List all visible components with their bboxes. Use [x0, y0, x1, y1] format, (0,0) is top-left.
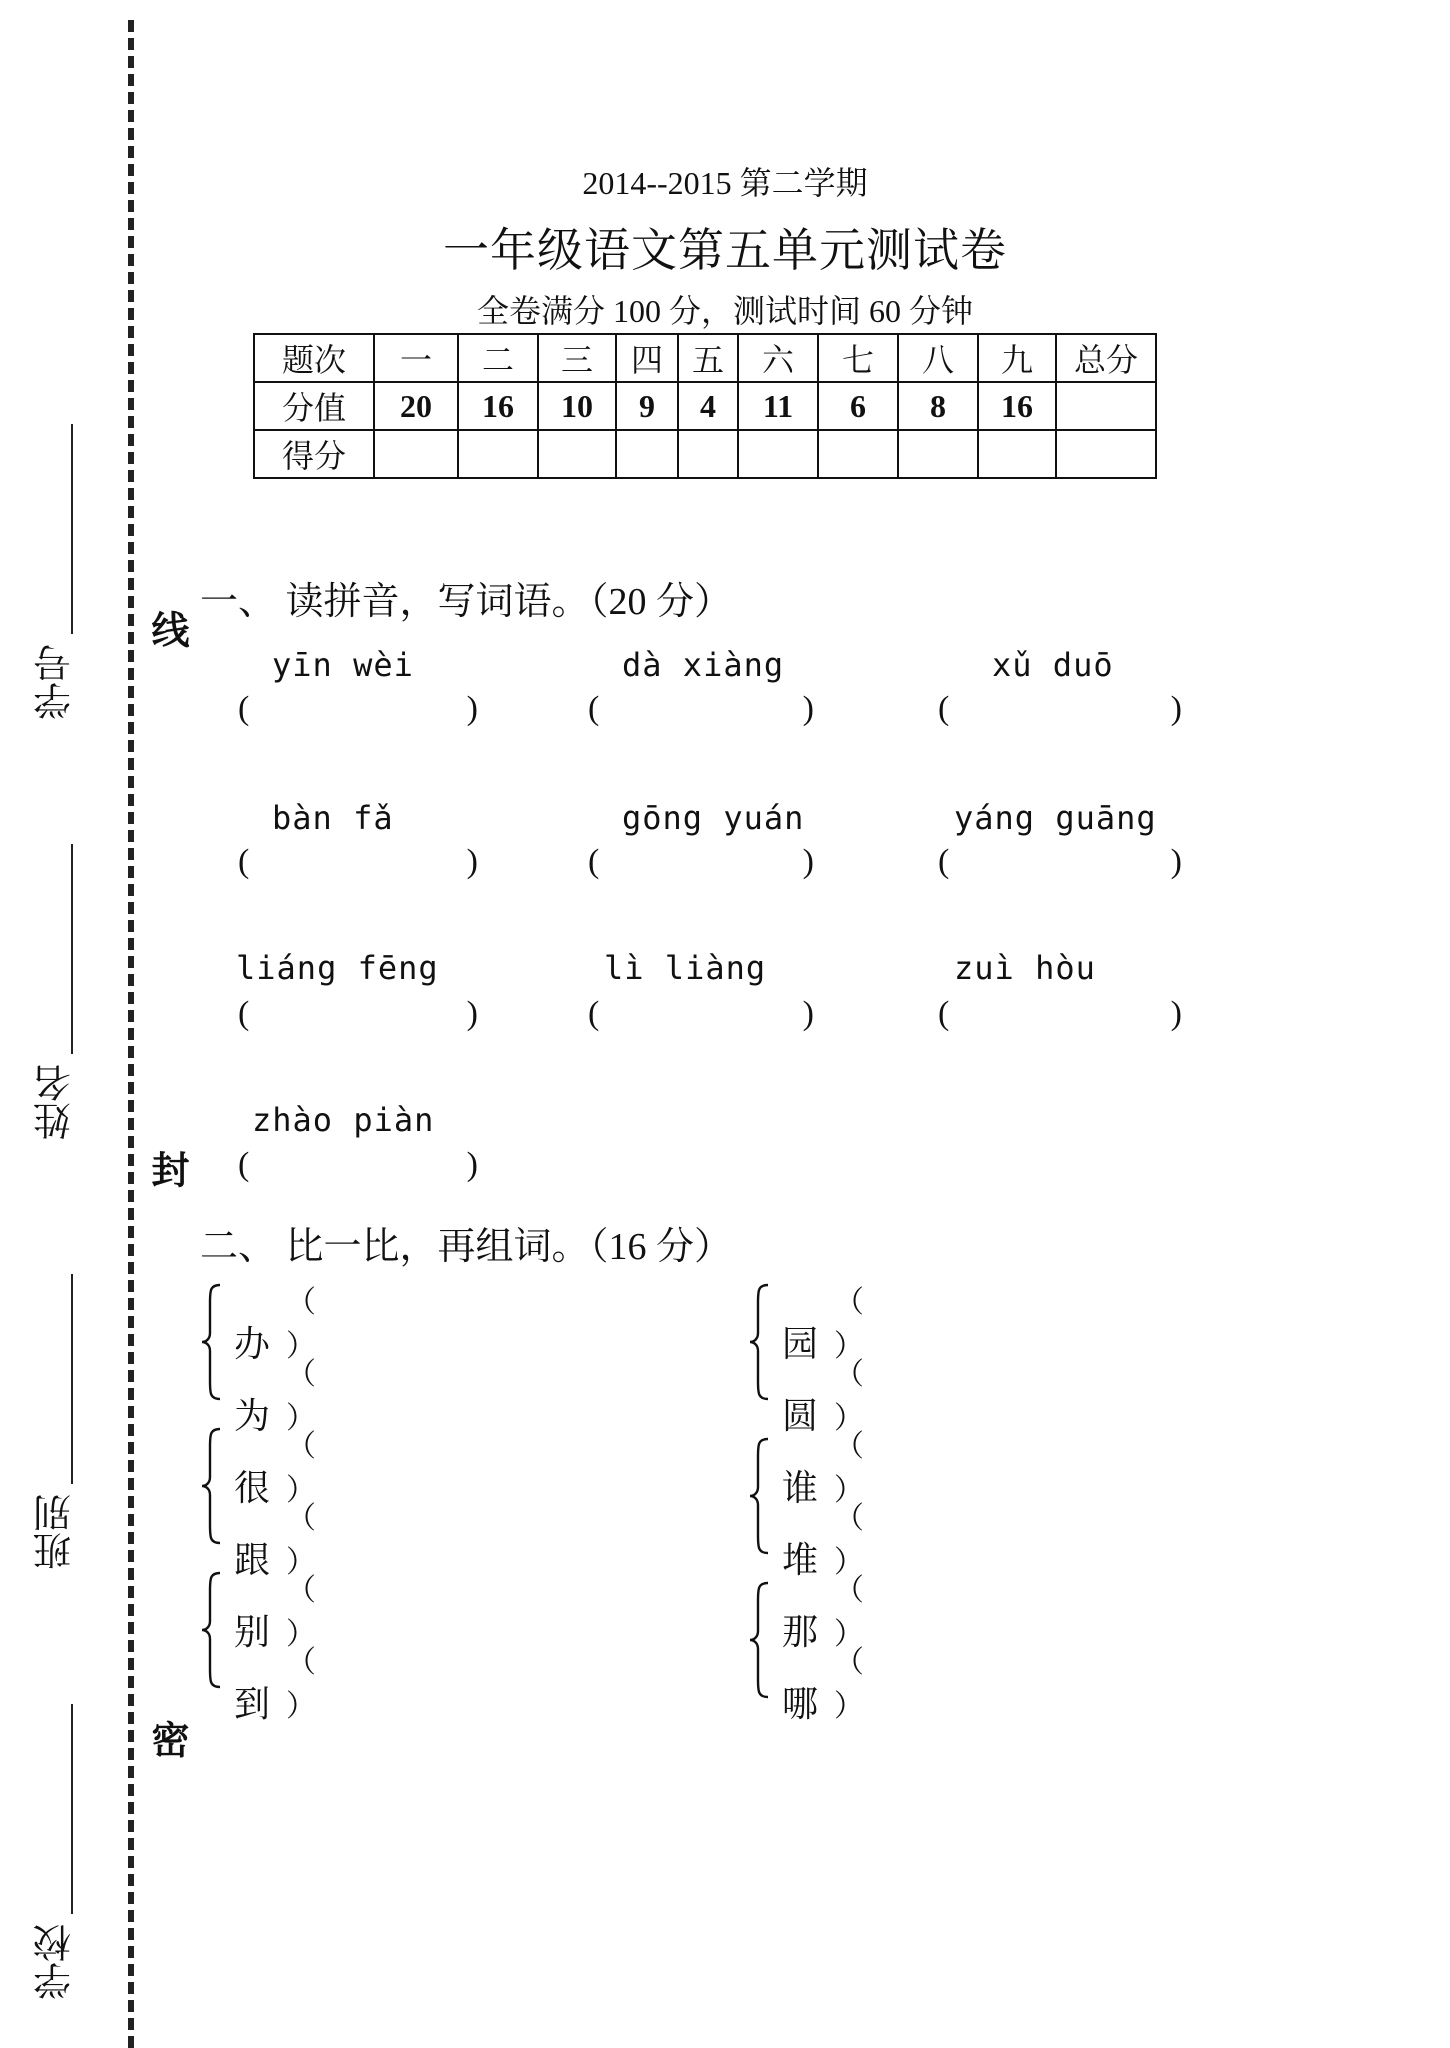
table-row-points — [254, 382, 1156, 430]
paren-close: ） — [286, 1401, 316, 1436]
compare-char: 很 — [234, 1468, 271, 1509]
compare-group — [748, 1429, 1048, 1581]
compare-char: 那 — [782, 1612, 819, 1653]
paren-close: ) — [1170, 843, 1182, 880]
paren-open: ( — [238, 690, 250, 727]
column-header: 九 — [978, 334, 1056, 382]
student-name-label: 姓名 — [33, 1064, 78, 1140]
column-header: 四 — [616, 334, 678, 382]
points-cell: 6 — [818, 382, 898, 430]
points-cell: 8 — [898, 382, 978, 430]
paren-open: ( — [938, 995, 950, 1032]
paren-open: ( — [238, 995, 250, 1032]
paren-open: （ — [834, 1429, 864, 1464]
score-cell[interactable] — [374, 430, 458, 478]
pinyin-item: gōng yuán — [622, 799, 805, 837]
answer-blank[interactable] — [588, 995, 814, 1033]
class-blank[interactable] — [37, 1274, 73, 1484]
class-field — [10, 1190, 100, 1570]
left-brace-icon — [748, 1283, 770, 1401]
points-cell: 20 — [374, 382, 458, 430]
paren-open: ( — [938, 690, 950, 727]
binding-mark-secret: 密 — [145, 1720, 189, 1758]
answer-blank[interactable] — [938, 690, 1182, 728]
binding-mark-line: 线 — [145, 610, 189, 648]
points-cell: 9 — [616, 382, 678, 430]
answer-blank[interactable] — [588, 843, 814, 881]
paren-open: （ — [286, 1501, 316, 1536]
left-brace-icon — [748, 1437, 770, 1555]
pinyin-item: xǔ duō — [992, 646, 1114, 684]
left-brace-icon — [200, 1427, 222, 1545]
pinyin-item: yáng guāng — [954, 799, 1157, 837]
pinyin-item: lì liàng — [604, 949, 767, 987]
paren-close: ) — [1170, 690, 1182, 727]
paren-open: （ — [286, 1573, 316, 1608]
paren-open: （ — [834, 1645, 864, 1680]
column-header: 三 — [538, 334, 616, 382]
score-cell[interactable] — [818, 430, 898, 478]
paren-open: （ — [834, 1501, 864, 1536]
score-cell[interactable] — [978, 430, 1056, 478]
compare-char: 圆 — [782, 1396, 819, 1437]
school-label: 学校 — [33, 1924, 78, 2000]
paren-open: （ — [286, 1285, 316, 1320]
compare-char: 园 — [782, 1324, 819, 1365]
column-header: 六 — [738, 334, 818, 382]
compare-group — [200, 1571, 500, 1725]
paren-open: ( — [588, 995, 600, 1032]
school-blank[interactable] — [37, 1704, 73, 1914]
exam-subtitle: 全卷满分 100 分，测试时间 60 分钟 — [476, 293, 973, 329]
section-1-title: 一、 读拼音，写词语。（20 分） — [200, 581, 733, 623]
exam-term: 2014--2015 第二学期 — [582, 165, 868, 201]
paren-open: ( — [238, 843, 250, 880]
paren-open: ( — [588, 690, 600, 727]
paren-close: ） — [834, 1401, 864, 1436]
pinyin-item: zhào piàn — [252, 1101, 435, 1139]
paren-close: ) — [802, 690, 814, 727]
points-cell: 11 — [738, 382, 818, 430]
pinyin-item: dà xiàng — [622, 646, 785, 684]
column-header: 五 — [678, 334, 738, 382]
column-header: 八 — [898, 334, 978, 382]
compare-char: 谁 — [782, 1468, 819, 1509]
points-cell: 4 — [678, 382, 738, 430]
compare-row[interactable] — [234, 1637, 446, 1727]
paren-open: （ — [286, 1645, 316, 1680]
column-header: 二 — [458, 334, 538, 382]
compare-group — [748, 1573, 1048, 1725]
compare-char: 堆 — [782, 1540, 819, 1581]
paren-close: ） — [834, 1617, 864, 1652]
compare-char: 跟 — [234, 1540, 271, 1581]
paren-close: ) — [1170, 995, 1182, 1032]
pinyin-item: yīn wèi — [272, 646, 414, 684]
paren-close: ) — [802, 995, 814, 1032]
paren-close: ) — [466, 995, 478, 1032]
class-label: 班别 — [33, 1494, 78, 1570]
compare-char: 办 — [234, 1324, 271, 1365]
left-brace-icon — [200, 1571, 222, 1689]
paren-open: ( — [588, 843, 600, 880]
student-number-blank[interactable] — [37, 424, 73, 634]
paren-close: ) — [466, 690, 478, 727]
paren-close: ） — [286, 1545, 316, 1580]
paren-close: ） — [834, 1689, 864, 1724]
paren-close: ） — [286, 1617, 316, 1652]
student-number-label: 学号 — [33, 644, 78, 720]
answer-blank[interactable] — [238, 843, 478, 881]
answer-blank[interactable] — [938, 843, 1182, 881]
score-cell[interactable] — [738, 430, 818, 478]
answer-blank[interactable] — [834, 1637, 994, 1725]
pinyin-item: liáng fēng — [236, 949, 439, 987]
pinyin-item: zuì hòu — [954, 949, 1096, 987]
left-brace-icon — [748, 1581, 770, 1699]
student-name-field — [10, 760, 100, 1140]
row-label: 分值 — [254, 382, 374, 430]
points-cell: 16 — [978, 382, 1056, 430]
answer-blank[interactable] — [588, 690, 814, 728]
column-header: 七 — [818, 334, 898, 382]
column-header: 一 — [374, 334, 458, 382]
paren-open: （ — [286, 1429, 316, 1464]
paren-close: ） — [286, 1329, 316, 1364]
section-2-title: 二、 比一比，再组词。（16 分） — [200, 1226, 733, 1268]
pinyin-item: bàn fǎ — [272, 799, 394, 837]
school-field — [10, 1620, 100, 2000]
paren-open: （ — [834, 1285, 864, 1320]
score-cell[interactable] — [1056, 430, 1156, 478]
score-cell[interactable] — [678, 430, 738, 478]
compare-group — [200, 1283, 500, 1437]
score-table — [253, 333, 1157, 479]
compare-char: 为 — [234, 1396, 271, 1437]
row-label: 得分 — [254, 430, 374, 478]
compare-group — [200, 1427, 500, 1581]
compare-row[interactable] — [782, 1637, 994, 1727]
student-name-blank[interactable] — [37, 844, 73, 1054]
left-brace-icon — [200, 1283, 222, 1401]
score-cell[interactable] — [538, 430, 616, 478]
row-label: 题次 — [254, 334, 374, 382]
compare-char: 别 — [234, 1612, 271, 1653]
compare-char: 哪 — [782, 1684, 819, 1725]
compare-char: 到 — [234, 1684, 271, 1725]
exam-title: 一年级语文第五单元测试卷 — [443, 225, 1007, 276]
paren-close: ） — [286, 1689, 316, 1724]
paren-close: ) — [802, 843, 814, 880]
points-cell: 16 — [458, 382, 538, 430]
answer-blank[interactable] — [238, 995, 478, 1033]
answer-blank[interactable] — [238, 1146, 478, 1184]
answer-blank[interactable] — [286, 1637, 446, 1725]
answer-blank[interactable] — [238, 690, 478, 728]
paren-open: （ — [834, 1573, 864, 1608]
points-cell — [1056, 382, 1156, 430]
paren-close: ） — [286, 1473, 316, 1508]
points-cell: 10 — [538, 382, 616, 430]
paren-open: （ — [286, 1357, 316, 1392]
paren-close: ） — [834, 1545, 864, 1580]
paren-open: （ — [834, 1357, 864, 1392]
table-row-score — [254, 430, 1156, 478]
paren-close: ) — [466, 843, 478, 880]
student-number-field — [10, 340, 100, 720]
answer-blank[interactable] — [938, 995, 1182, 1033]
binding-mark-seal: 封 — [145, 1150, 189, 1188]
paren-open: ( — [238, 1146, 250, 1183]
paren-close: ) — [466, 1146, 478, 1183]
score-cell[interactable] — [458, 430, 538, 478]
column-header: 总分 — [1056, 334, 1156, 382]
table-row-question-number — [254, 334, 1156, 382]
paren-close: ） — [834, 1329, 864, 1364]
paren-close: ） — [834, 1473, 864, 1508]
paren-open: ( — [938, 843, 950, 880]
score-cell[interactable] — [898, 430, 978, 478]
score-cell[interactable] — [616, 430, 678, 478]
compare-group — [748, 1283, 1048, 1437]
